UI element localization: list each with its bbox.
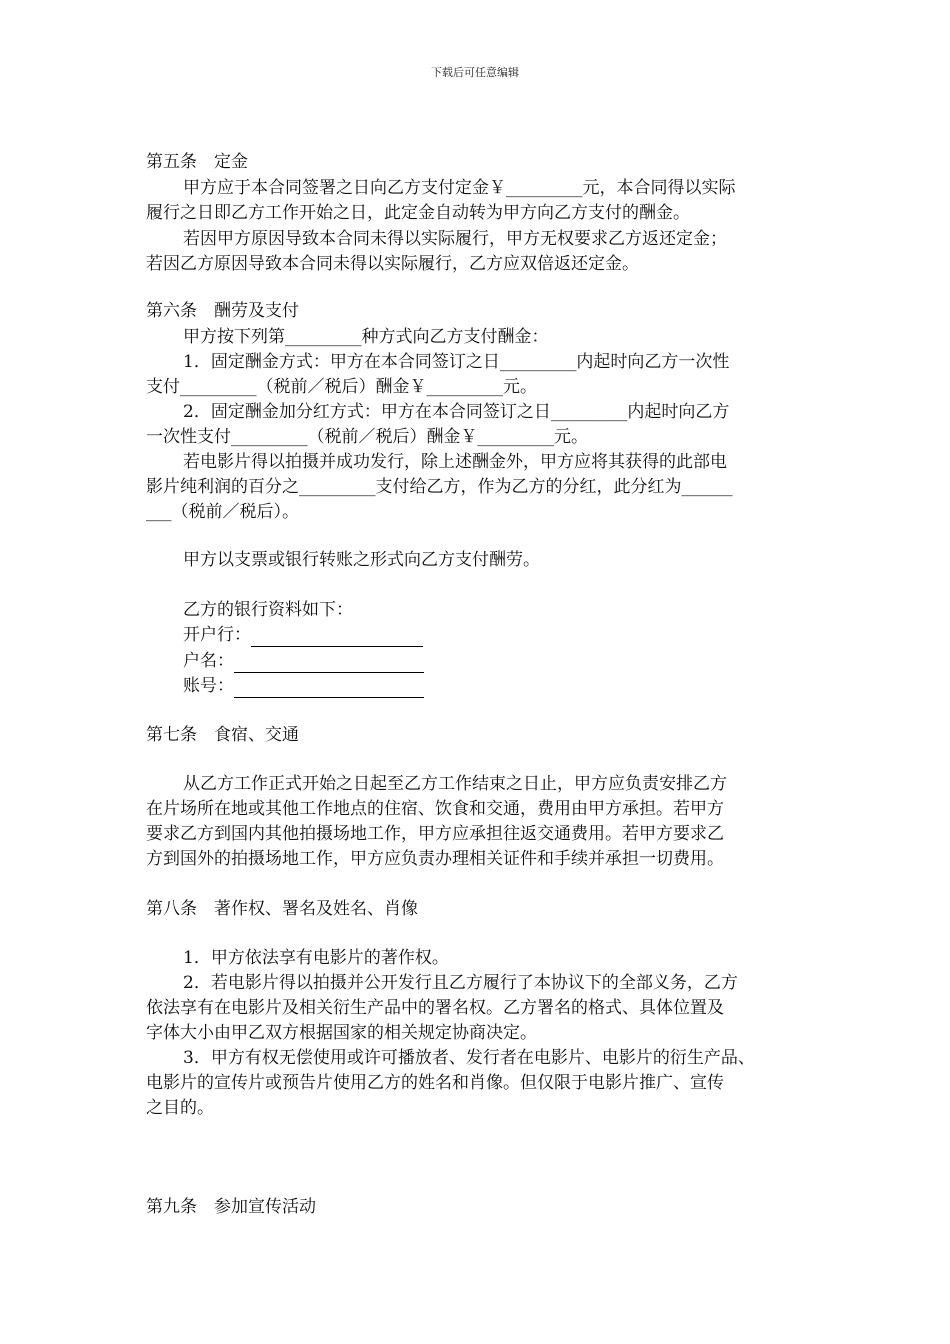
paragraph-line: 1．固定酬金方式：甲方在本合同签订之日_________内起时向乙方一次性	[183, 352, 730, 372]
paragraph-line: ___（税前／税后）。	[146, 502, 299, 522]
account-name-blank	[234, 655, 424, 673]
paragraph-line: 电影片的宣传片或预告片使用乙方的姓名和肖像。但仅限于电影片推广、宣传	[146, 1073, 724, 1093]
page-header: 下载后可任意编辑	[431, 66, 519, 79]
paragraph-line: 字体大小由甲乙双方根据国家的相关规定协商决定。	[146, 1023, 537, 1043]
paragraph-line: 要求乙方到国内其他拍摄场地工作，甲方应承担往返交通费用。若甲方要求乙	[146, 824, 724, 844]
paragraph-line: 若因甲方原因导致本合同未得以实际履行，甲方无权要求乙方返还定金；	[183, 229, 727, 249]
paragraph-line: 若因乙方原因导致本合同未得以实际履行，乙方应双倍返还定金。	[146, 254, 639, 274]
paragraph-line: 之目的。	[146, 1098, 214, 1118]
bank-info-title: 乙方的银行资料如下：	[183, 600, 353, 620]
paragraph-line: 3．甲方有权无偿使用或许可播放者、发行者在电影片、电影片的衍生产品、	[183, 1048, 755, 1068]
bank-field-label: 户名：	[183, 651, 234, 671]
paragraph-line: 1．甲方依法享有电影片的著作权。	[183, 948, 449, 968]
account-number-blank	[234, 680, 424, 698]
paragraph-line: 甲方应于本合同签署之日向乙方支付定金￥_________元，本合同得以实际	[183, 178, 736, 198]
paragraph-line: 方到国外的拍摄场地工作，甲方应负责办理相关证件和手续并承担一切费用。	[146, 849, 724, 869]
section-7-title: 第七条 食宿、交通	[146, 725, 299, 745]
paragraph-line: 2．若电影片得以拍摄并公开发行且乙方履行了本协议下的全部义务，乙方	[183, 973, 738, 993]
paragraph-line: 甲方以支票或银行转账之形式向乙方支付酬劳。	[183, 550, 540, 570]
section-5-title: 第五条 定金	[146, 152, 248, 172]
section-8-title: 第八条 著作权、署名及姓名、肖像	[146, 899, 418, 919]
paragraph-line: 若电影片得以拍摄并成功发行，除上述酬金外，甲方应将其获得的此部电	[183, 452, 727, 472]
paragraph-line: 影片纯利润的百分之_________支付给乙方，作为乙方的分红，此分红为______	[146, 477, 733, 497]
bank-field-branch	[183, 623, 423, 647]
paragraph-line: 支付_________（税前／税后）酬金￥_________元。	[146, 377, 537, 397]
paragraph-line: 依法享有在电影片及相关衍生产品中的署名权。乙方署名的格式、具体位置及	[146, 998, 724, 1018]
paragraph-line: 甲方按下列第_________种方式向乙方支付酬金：	[183, 327, 549, 347]
paragraph-line: 履行之日即乙方工作开始之日，此定金自动转为甲方向乙方支付的酬金。	[146, 203, 690, 223]
bank-field-label: 开户行：	[183, 625, 251, 645]
bank-field-account-name	[183, 649, 424, 673]
section-6-title: 第六条 酬劳及支付	[146, 301, 299, 321]
paragraph-line: 2．固定酬金加分红方式：甲方在本合同签订之日_________内起时向乙方	[183, 402, 730, 422]
section-9-title: 第九条 参加宣传活动	[146, 1197, 316, 1217]
paragraph-line: 从乙方工作正式开始之日起至乙方工作结束之日止，甲方应负责安排乙方	[183, 774, 727, 794]
bank-field-label: 账号：	[183, 676, 234, 696]
paragraph-line: 在片场所在地或其他工作地点的住宿、饮食和交通，费用由甲方承担。若甲方	[146, 799, 724, 819]
bank-branch-blank	[251, 629, 423, 647]
bank-field-account-number	[183, 674, 424, 698]
paragraph-line: 一次性支付_________（税前／税后）酬金￥_________元。	[146, 427, 588, 447]
